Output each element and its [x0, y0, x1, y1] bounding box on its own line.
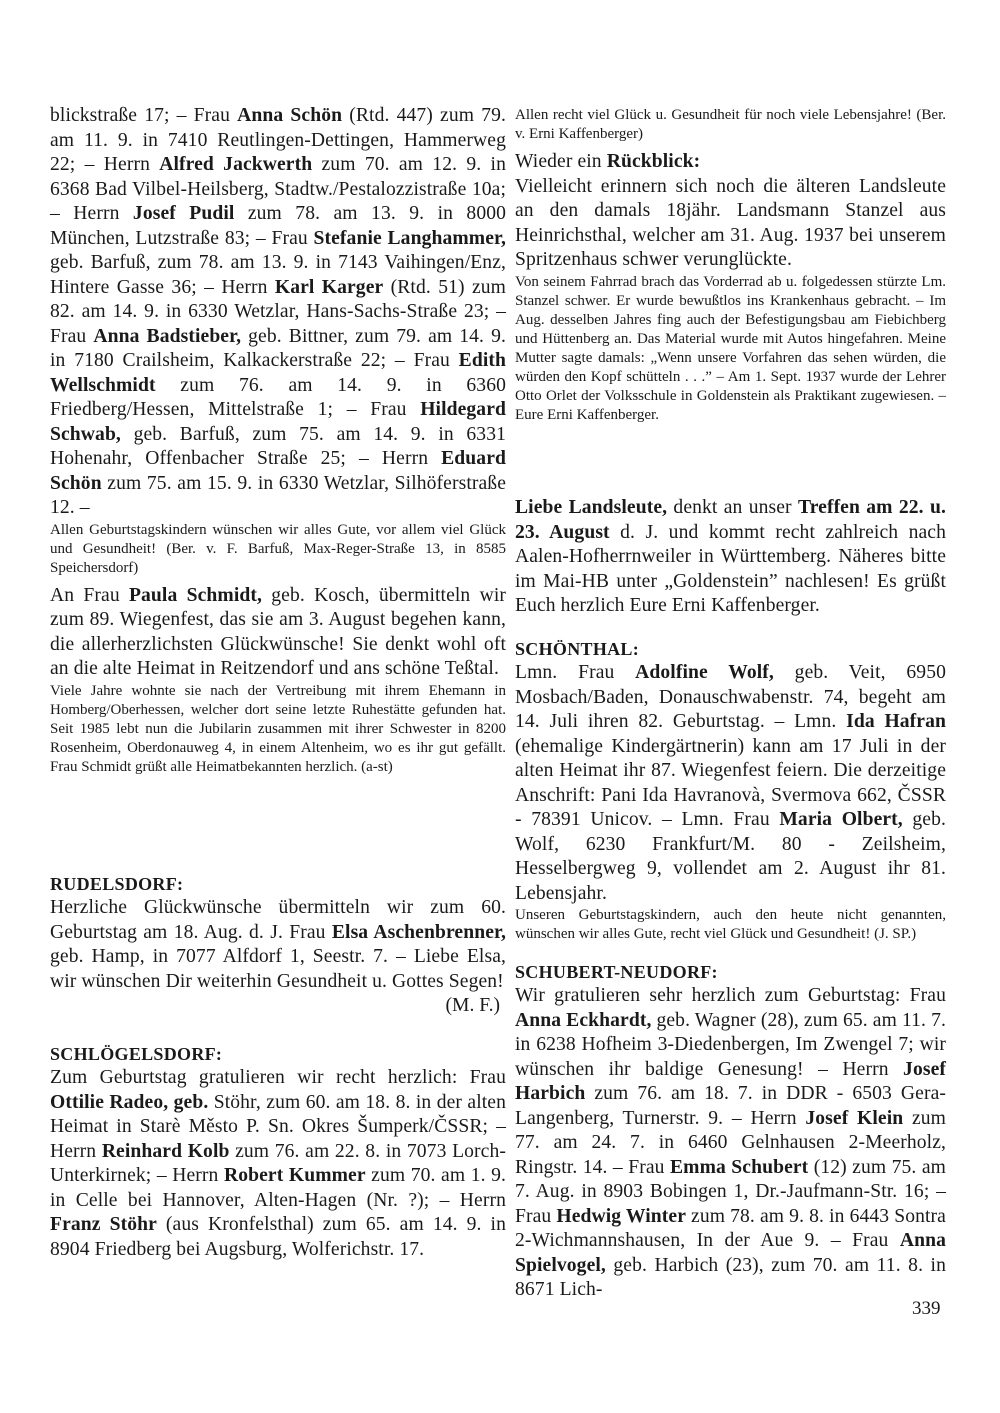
bold-name: Liebe Landsleute,	[515, 497, 668, 518]
text-run: zum 70. am 12. 9. in 6368 Bad Vilbel-Heilsberg, Stadtw./Pestalozzistraße 10a; – Herrn	[50, 154, 506, 224]
text-run: zum 77. am 24. 7. in 6460 Gelnhausen 2-Meerholz, Ringstr. 14. – Frau	[515, 1107, 946, 1178]
text-run: Vielleicht erinnern sich noch die älteren Landsleute an den damals 18jähr. Landsmann Stanzel aus Heinrichsthal, welcher am 31. Aug. 1937 bei unserem Spritzenhaus schwer verunglückte.	[515, 175, 946, 270]
left-intro	[50, 104, 506, 777]
paragraph	[50, 1066, 506, 1262]
section-schloegelsdorf	[50, 1042, 506, 1262]
paragraph	[515, 984, 946, 1303]
note-paragraph	[515, 106, 946, 144]
bold-name: Elsa Aschenbrenner,	[331, 921, 506, 943]
bold-name: Karl Karger	[274, 276, 384, 298]
section-rudelsdorf	[50, 872, 506, 1019]
bold-name: Hedwig Winter	[556, 1205, 686, 1227]
text-run: geb. Veit, 6950 Mosbach/Baden, Donauschwabenstr. 74, begeht am 14. Juli ihren 82. Geburtstag. – Lmn.	[515, 662, 946, 732]
bold-name: Josef Klein	[805, 1107, 904, 1129]
bold-name: Anna Eckhardt,	[515, 1009, 652, 1031]
bold-name: Alfred Jackwerth	[159, 154, 313, 175]
section-body	[50, 1066, 506, 1262]
text-run: zum 76. am 18. 7. in DDR - 6503 Gera-Langenberg, Turnerstr. 9. – Herrn	[515, 1083, 946, 1129]
bold-name: Eduard Schön	[50, 448, 506, 494]
right-intro	[515, 106, 946, 425]
text-run: zum 78. am 13. 9. in 8000 München, Lutzstraße 83; – Frau	[50, 203, 507, 249]
section-heading: SCHLÖGELSDORF:	[50, 1044, 223, 1064]
bold-name: Maria Olbert,	[779, 809, 903, 830]
text-run: geb. Harbich (23), zum 70. am 11. 8. in 8671 Lich-	[515, 1254, 946, 1300]
note-paragraph	[50, 521, 506, 578]
note-paragraph	[515, 906, 946, 944]
paragraph	[515, 661, 946, 906]
text-run: geb. Wagner (28), zum 65. am 11. 7. in 6238 Hofheim 3-Diedenbergen, Im Zwengel 7; wir wünschen ihr baldige Genesung! – Herrn	[515, 1009, 946, 1080]
section-heading: SCHUBERT-NEUDORF:	[515, 962, 718, 982]
text-run: Wieder ein	[515, 151, 607, 172]
text-run: Von seinem Fahrrad brach das Vorderrad ab u. folgedessen stürzte Lm. Stanzel schwer. Er wurde bewußtlos ins Krankenhaus gebracht. – Im Aug. desselben Jahres fing auch der Befestigungsbau am Fiebichberg und Hüttenberg an. Das Material wurde mit Autos hingefahren. Meine Mutter sagte damals: „Wenn unsere Vorfahren das sehen würden, die würden den Kopf schütteln . . .” – Am 1. Sept. 1937 wurde der Lehrer Otto Orlet der Volksschule in Goldenstein als Praktikant zugewiesen. – Eure Erni Kaffenberger.	[515, 273, 946, 423]
bold-name: Anna Schön	[237, 105, 343, 126]
bold-name: Ottilie Radeo, geb.	[50, 1091, 209, 1113]
text-run: Viele Jahre wohnte sie nach der Vertreibung mit ihrem Ehemann in Homberg/Oberhessen, welcher dort seine letzte Ruhestätte gefunden hat. Seit 1985 lebt nun die Jubilarin zusammen mit ihrer Schwester in 8200 Rosenheim, Oberdonauweg 4, in einem Altenheim, wo es ihr gut gefällt. Frau Schmidt grüßt alle Heimatbekannten herzlich. (a-st)	[50, 682, 506, 775]
text-run: blickstraße 17; – Frau	[50, 105, 238, 126]
text-run: zum 78. am 9. 8. in 6443 Sontra 2-Wichmannshausen, In der Aue 9. – Frau	[515, 1205, 946, 1251]
text-run: zum 76. am 22. 8. in 7073 Lorch-Unterkirnek; – Herrn	[50, 1140, 506, 1186]
text-run: zum 75. am 15. 9. in 6330 Wetzlar, Silhöferstraße 12. –	[50, 472, 506, 518]
paragraph	[50, 104, 506, 521]
bold-name: Emma Schubert	[669, 1156, 809, 1178]
text-run: (aus Kronfelsthal) zum 65. am 14. 9. in 8904 Friedberg bei Augsburg, Wolferichstr. 17.	[50, 1214, 507, 1260]
paragraph	[50, 896, 506, 994]
text-run: geb. Bittner, zum 79. am 14. 9. in 7180 Crailsheim, Kalkackerstraße 22; – Frau	[50, 325, 506, 371]
text-run: zum 70. am 1. 9. in Celle bei Hannover, Alten-Hagen (Nr. ?); – Herrn	[50, 1165, 506, 1211]
bold-name: Rückblick:	[606, 151, 701, 172]
text-run: geb. Wolf, 6230 Frankfurt/M. 80 - Zeilsheim, Hesselbergweg 9, vollendet am 2. August ihr 81. Lebensjahr.	[515, 809, 947, 904]
note-paragraph	[50, 682, 506, 777]
section-body	[515, 661, 946, 944]
bold-name: Hildegard Schwab,	[50, 399, 506, 445]
text-run: An Frau	[50, 584, 129, 606]
bold-name: Adolfine Wolf,	[635, 662, 774, 683]
bold-name: Anna Spielvogel,	[515, 1230, 946, 1276]
section-schoenthal	[515, 637, 946, 944]
bold-name: Robert Kummer	[223, 1165, 366, 1186]
section-treffen	[515, 496, 946, 619]
note-paragraph	[515, 273, 946, 425]
bold-name: Ida Hafran	[846, 711, 946, 732]
text-run: Lmn. Frau	[515, 662, 636, 683]
bold-name: Josef Pudil	[132, 203, 235, 224]
text-run: Allen recht viel Glück u. Gesundheit für noch viele Lebensjahre! (Ber. v. Erni Kaffenberger)	[515, 107, 946, 142]
bold-name: Franz Stöhr	[50, 1214, 157, 1235]
text-run: denkt an unser	[667, 497, 798, 518]
text-run: Unseren Geburtstagskindern, auch den heute nicht genannten, wünschen wir alles Gute, recht viel Glück und Gesundheit! (J. SP.)	[515, 907, 946, 942]
text-run: Wir gratulieren sehr herzlich zum Geburtstag: Frau	[515, 985, 946, 1006]
bold-name: Josef Harbich	[515, 1058, 946, 1104]
signature: (M. F.)	[445, 995, 500, 1016]
paragraph	[515, 496, 946, 619]
bold-name: Stefanie Langhammer,	[313, 227, 506, 249]
text-run: geb. Barfuß, zum 75. am 14. 9. in 6331 Hohenahr, Offenbacher Straße 25; – Herrn	[50, 423, 506, 469]
text-run: geb. Hamp, in 7077 Alfdorf 1, Seestr. 7. – Liebe Elsa, wir wünschen Dir weiterhin Gesundheit u. Gottes Segen!	[50, 946, 506, 992]
bold-name: Treffen am 22. u. 23. August	[515, 497, 946, 543]
bold-name: Paula Schmidt,	[128, 584, 262, 606]
section-schubert-neudorf	[515, 960, 946, 1303]
text-run: (Rtd. 447) zum 79. am 11. 9. in 7410 Reutlingen-Dettingen, Hammerweg 22; – Herrn	[50, 105, 507, 175]
text-run: zum 76. am 14. 9. in 6360 Friedberg/Hessen, Mittelstraße 1; – Frau	[50, 374, 506, 420]
text-run: geb. Kosch, übermitteln wir zum 89. Wiegenfest, das sie am 3. August begehen kann, die allerherzlichsten Glückwünsche! Sie denkt wohl oft an die alte Heimat in Reitzendorf und ans schöne Teßtal.	[50, 584, 506, 679]
text-run: Zum Geburtstag gratulieren wir recht herzlich: Frau	[50, 1067, 506, 1088]
bold-name: Edith Wellschmidt	[50, 350, 506, 396]
bold-name: Anna Badstieber,	[93, 325, 242, 347]
section-heading: SCHÖNTHAL:	[515, 639, 640, 659]
paragraph	[515, 150, 946, 175]
text-run: (12) zum 75. am 7. Aug. in 8903 Bobingen 1, Dr.-Jaufmann-Str. 16; – Frau	[515, 1156, 946, 1227]
bold-name: Reinhard Kolb	[101, 1140, 230, 1162]
section-body	[515, 984, 946, 1303]
section-heading: RUDELSDORF:	[50, 874, 184, 894]
text-run: Allen Geburtstagskindern wünschen wir alles Gute, vor allem viel Glück und Gesundheit! (Ber. v. F. Barfuß, Max-Reger-Straße 13, in 8585 Speichersdorf)	[50, 521, 506, 576]
text-run: Stöhr, zum 60. am 18. 8. in der alten Heimat in Starè Město P. Sn. Okres Šumperk/ČSSR; – Herrn	[50, 1091, 506, 1162]
paragraph	[50, 584, 506, 682]
paragraph	[515, 175, 946, 273]
section-body	[50, 896, 506, 994]
text-run: geb. Barfuß, zum 78. am 13. 9. in 7143 Vaihingen/Enz, Hintere Gasse 36; – Herrn	[50, 252, 506, 298]
text-run: (ehemalige Kindergärtnerin) kann am 17 Juli in der alten Heimat ihr 87. Wiegenfest feiern. Die derzeitige Anschrift: Pani Ida Havranovà, Svermova 662, ČSSR - 78391 Unicov. – Lmn. Frau	[515, 735, 946, 830]
text-run: d. J. und kommt recht zahlreich nach Aalen-Hofherrnweiler in Württemberg. Näheres bitte im Mai-HB unter „Goldenstein” nachlesen! Es grüßt Euch herzlich Eure Erni Kaffenberger.	[515, 521, 946, 616]
page-number: 339	[912, 1298, 941, 1319]
text-run: Herzliche Glückwünsche übermitteln wir zum 60. Geburtstag am 18. Aug. d. J. Frau	[50, 897, 506, 943]
text-run: (Rtd. 51) zum 82. am 14. 9. in 6330 Wetzlar, Hans-Sachs-Straße 23; – Frau	[50, 276, 506, 347]
